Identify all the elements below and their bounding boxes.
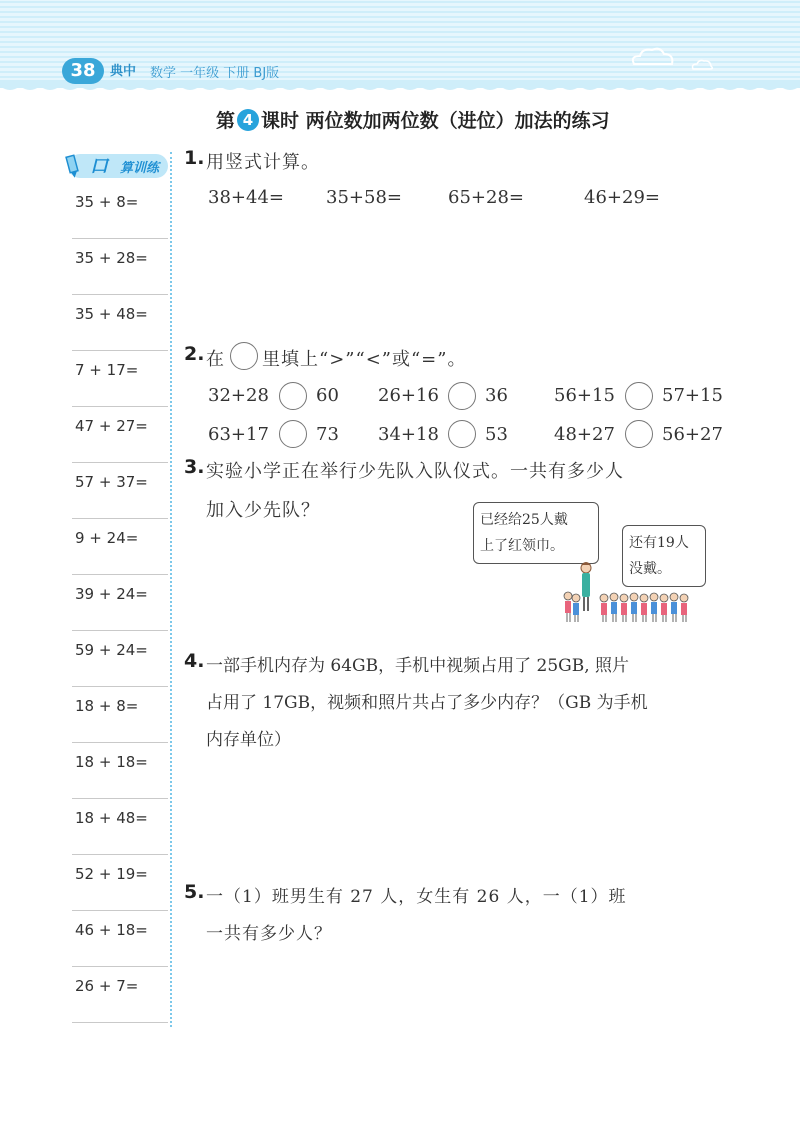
calc-item: 46+29= xyxy=(584,187,660,208)
question-text-before: 在 xyxy=(206,349,225,370)
question-number: 2. xyxy=(184,343,205,365)
sidebar-divider xyxy=(170,152,172,1027)
drill-item xyxy=(72,798,168,855)
oral-calc-tag xyxy=(60,150,170,184)
drill-item xyxy=(72,630,168,687)
drill-text: 35 + 8= xyxy=(75,193,139,211)
drill-text: 7 + 17= xyxy=(75,361,139,379)
compare-left: 34+18 xyxy=(378,424,439,445)
speech-bubble xyxy=(473,502,599,564)
lesson-title xyxy=(216,106,610,133)
drill-text: 35 + 28= xyxy=(75,249,148,267)
question-text: 内存单位） xyxy=(206,730,291,750)
drill-text: 35 + 48= xyxy=(75,305,148,323)
drill-item xyxy=(72,854,168,911)
answer-circle[interactable] xyxy=(625,382,653,410)
drill-item xyxy=(72,238,168,295)
drill-item xyxy=(72,742,168,799)
answer-circle[interactable] xyxy=(448,382,476,410)
drill-text: 18 + 8= xyxy=(75,697,139,715)
tag-title-rest: 算训练 xyxy=(120,161,160,176)
drill-item xyxy=(72,966,168,1023)
drill-item xyxy=(72,462,168,519)
drill-text: 39 + 24= xyxy=(75,585,148,603)
header-wave-edge xyxy=(0,80,800,96)
bubble-line: 上了红领巾。 xyxy=(480,538,564,554)
compare-right: 56+27 xyxy=(662,424,723,445)
drill-item xyxy=(72,182,168,239)
title-text: 课时 两位数加两位数（进位）加法的练习 xyxy=(261,110,610,132)
cloud-icon xyxy=(690,58,714,72)
title-prefix: 第 xyxy=(216,110,236,132)
question-text: 加入少先队？ xyxy=(206,500,320,521)
bubble-line: 已经给25人戴 xyxy=(480,512,568,528)
calc-item: 65+28= xyxy=(448,187,524,208)
drill-text: 47 + 27= xyxy=(75,417,148,435)
cloud-icon xyxy=(628,44,678,70)
brand-logo: 典中 xyxy=(110,64,137,79)
page-number: 38 xyxy=(62,58,104,84)
bubble-line: 还有19人 xyxy=(629,535,689,551)
teacher-figure xyxy=(581,562,591,611)
lesson-number-badge: 4 xyxy=(237,109,259,131)
bubble-line: 没戴。 xyxy=(629,561,671,577)
answer-circle[interactable] xyxy=(279,420,307,448)
question-text: 一（1）班男生有 27 人，女生有 26 人，一（1）班 xyxy=(206,887,627,907)
compare-right: 57+15 xyxy=(662,385,723,406)
drill-text: 59 + 24= xyxy=(75,641,148,659)
drill-item xyxy=(72,406,168,463)
answer-circle[interactable] xyxy=(625,420,653,448)
drill-text: 57 + 37= xyxy=(75,473,148,491)
drill-item xyxy=(72,574,168,631)
question-number: 3. xyxy=(184,456,205,478)
compare-right: 73 xyxy=(316,424,339,445)
question-text: 一共有多少人？ xyxy=(206,924,332,944)
question-text: 实验小学正在举行少先队入队仪式。一共有多少人 xyxy=(206,461,624,482)
drill-text: 46 + 18= xyxy=(75,921,148,939)
question-number: 5. xyxy=(184,881,205,903)
students-illustration xyxy=(560,560,700,626)
question-number: 1. xyxy=(184,147,205,169)
answer-circle[interactable] xyxy=(448,420,476,448)
question-text-after: 里填上“>”“<”或“=”。 xyxy=(262,349,467,370)
question-text: 一部手机内存为 64GB，手机中视频占用了 25GB, 照片 xyxy=(206,656,630,676)
book-info: 数学 一年级 下册 BJ版 xyxy=(150,66,280,81)
drill-text: 9 + 24= xyxy=(75,529,139,547)
compare-right: 60 xyxy=(316,385,339,406)
question-text: 用竖式计算。 xyxy=(206,152,320,173)
drill-text: 18 + 48= xyxy=(75,809,148,827)
tag-title-first: 口 xyxy=(90,156,108,177)
compare-right: 36 xyxy=(485,385,508,406)
answer-circle[interactable] xyxy=(279,382,307,410)
drill-text: 18 + 18= xyxy=(75,753,148,771)
calc-item: 38+44= xyxy=(208,187,284,208)
pencil-icon xyxy=(62,154,84,180)
drill-item xyxy=(72,294,168,351)
compare-left: 48+27 xyxy=(554,424,615,445)
compare-left: 56+15 xyxy=(554,385,615,406)
drill-item xyxy=(72,518,168,575)
question-number: 4. xyxy=(184,650,205,672)
drill-item xyxy=(72,910,168,967)
compare-left: 26+16 xyxy=(378,385,439,406)
answer-circle[interactable] xyxy=(230,342,258,370)
drill-text: 26 + 7= xyxy=(75,977,139,995)
compare-left: 63+17 xyxy=(208,424,269,445)
compare-right: 53 xyxy=(485,424,508,445)
drill-item xyxy=(72,686,168,743)
drill-text: 52 + 19= xyxy=(75,865,148,883)
drill-item xyxy=(72,350,168,407)
calc-item: 35+58= xyxy=(326,187,402,208)
compare-left: 32+28 xyxy=(208,385,269,406)
question-text: 占用了 17GB，视频和照片共占了多少内存？（GB 为手机 xyxy=(206,693,648,713)
